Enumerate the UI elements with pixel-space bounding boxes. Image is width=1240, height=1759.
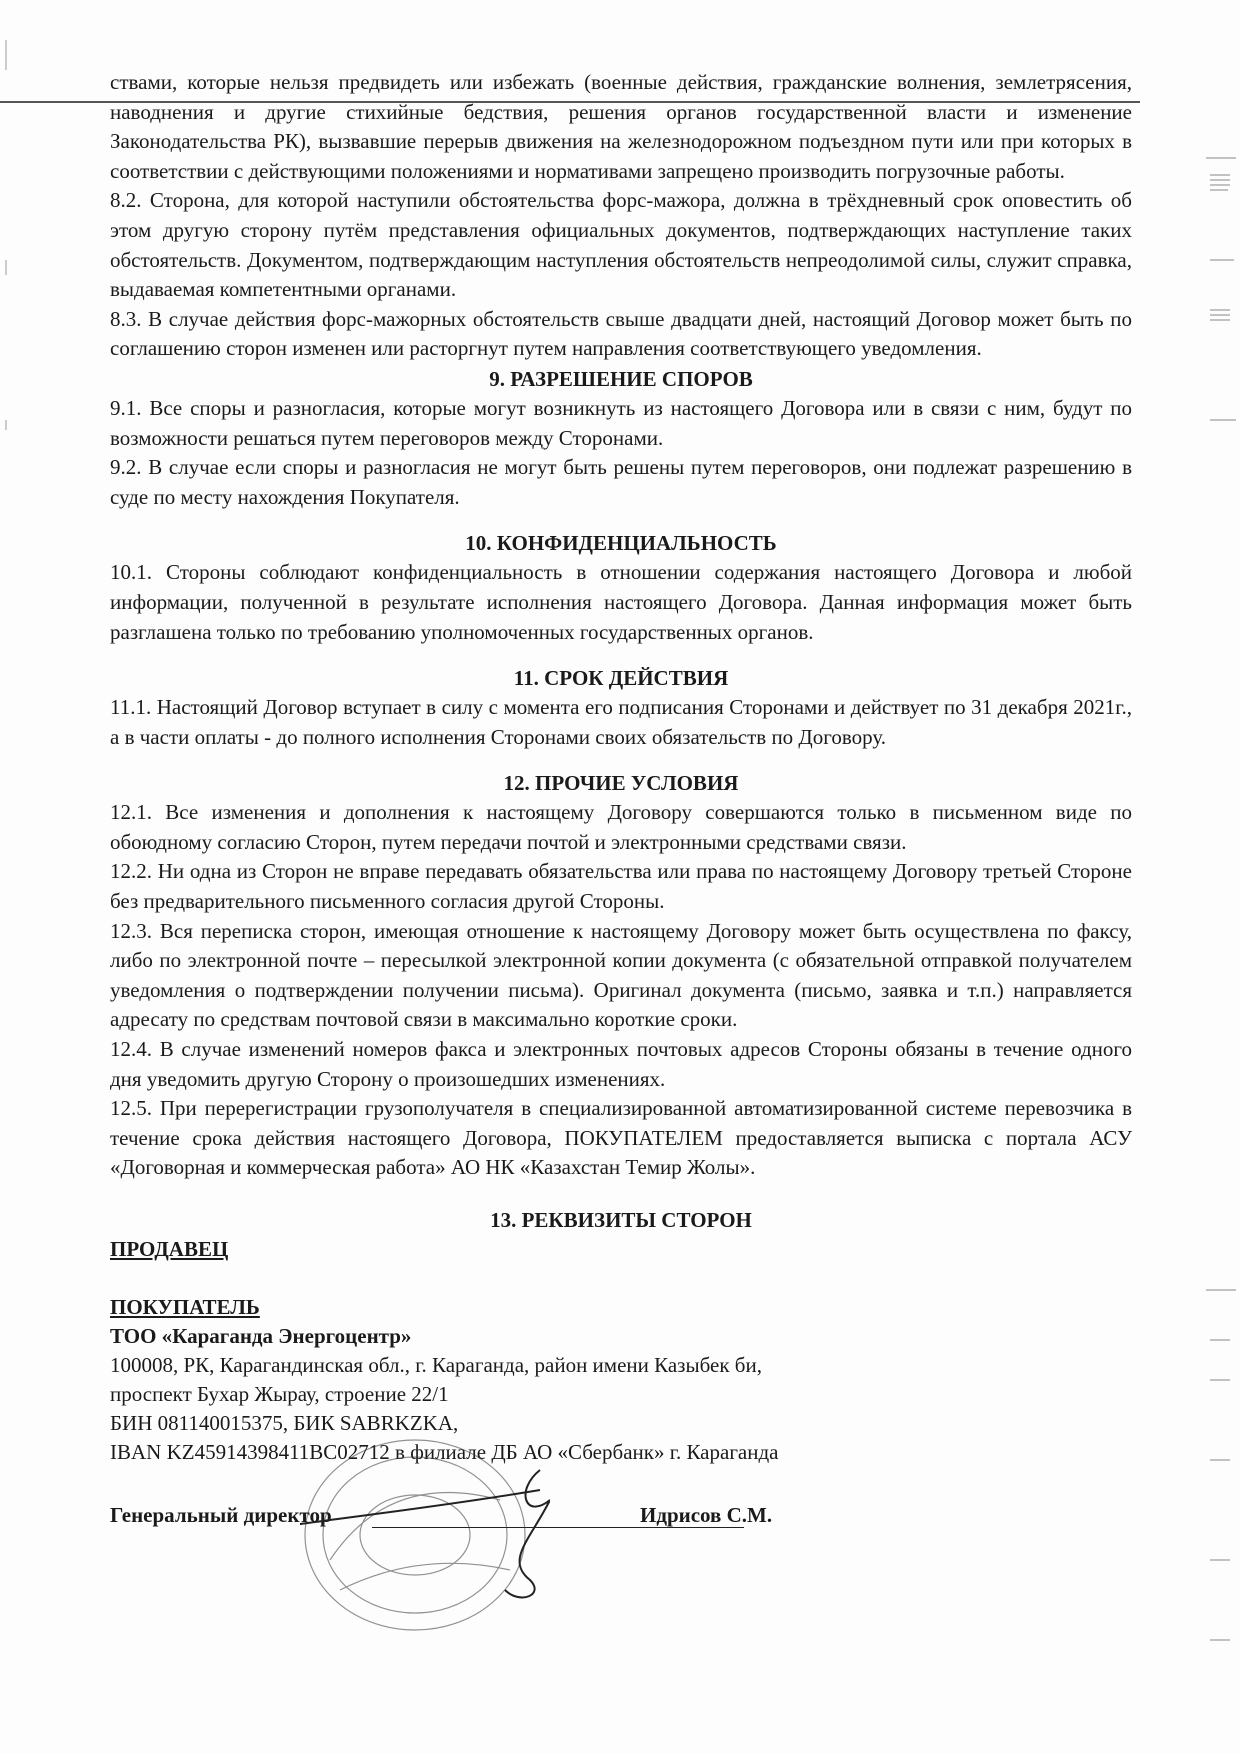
buyer-iban: IBAN KZ45914398411BC02712 в филиале ДБ АО «Сбербанк» г. Караганда bbox=[110, 1440, 779, 1464]
scan-edge-marks-left bbox=[0, 0, 16, 1754]
buyer-label: ПОКУПАТЕЛЬ bbox=[110, 1295, 260, 1319]
paragraph-12-2: 12.2. Ни одна из Сторон не вправе передавать обязательства или права по настоящему Договору третьей Стороне без предварительного письменного согласия другой Стороны. bbox=[110, 859, 1132, 914]
signer-title: Генеральный директор bbox=[110, 1503, 332, 1527]
paragraph-12-5: 12.5. При перерегистрации грузополучателя в специализированной автоматизированной системе перевозчика в течение срока действия настоящего Договора, ПОКУПАТЕЛЕМ предоставляется выписка с портала АСУ «Договорная и коммерческая работа» АО НК «Казахстан Темир Жолы». bbox=[110, 1096, 1132, 1180]
paragraph-12-1: 12.1. Все изменения и дополнения к настоящему Договору совершаются только в письменном виде по обоюдному согласию Сторон, путем передачи почтой и электронными средствами связи. bbox=[110, 800, 1132, 854]
paragraph-9-1: 9.1. Все споры и разногласия, которые могут возникнуть из настоящего Договора или в связи с ним, будут по возможности решаться путем переговоров между Сторонами. bbox=[110, 395, 1132, 450]
signature-row bbox=[110, 1501, 1132, 1537]
buyer-bin: БИН 081140015375, БИК SABRKZKA, bbox=[110, 1411, 459, 1435]
paragraph-9-2: 9.2. В случае если споры и разногласия не могут быть решены путем переговоров, они подлежат разрешению в суде по месту нахождения Покупателя. bbox=[110, 455, 1132, 509]
scan-edge-marks-right bbox=[1200, 0, 1240, 1754]
paragraph-force-majeure-cont: ствами, которые нельзя предвидеть или избежать (военные действия, гражданские волнения, землетрясения, наводнения и другие стихийные бедствия, решения органов государственной власти и изменение Законодательства РК), вызвавшие перерыв движения на железнодорожном подъездном пути или при которых в соответствии с действующими положениями и нормативами запрещено производить погрузочные работы. bbox=[110, 70, 1132, 183]
section-11-title: 11. СРОК ДЕЙСТВИЯ bbox=[513, 666, 729, 691]
buyer-address-line-2: проспект Бухар Жырау, строение 22/1 bbox=[110, 1382, 449, 1406]
buyer-address-line-1: 100008, РК, Карагандинская обл., г. Караганда, район имени Казыбек би, bbox=[110, 1353, 762, 1377]
section-13-title: 13. РЕКВИЗИТЫ СТОРОН bbox=[490, 1208, 752, 1232]
paragraph-8-2: 8.2. Сторона, для которой наступили обстоятельства форс-мажора, должна в трёхдневный срок оповестить об этом другую сторону путём представления официальных документов, подтверждающих наступление таких обстоятельств. Документом, подтверждающим наступления обстоятельств непреодолимой силы, служит справка, выдаваемая компетентными органами. bbox=[110, 188, 1132, 302]
paragraph-12-3: 12.3. Вся переписка сторон, имеющая отношение к настоящему Договору может быть осуществлена по факсу, либо по электронной почте – пересылкой электронной копии документа (с обязательной отправкой получателем уведомления о подтверждении получении письма). Оригинал документа (письмо, заявка и т.п.) направляется адресату по средствам почтовой связи в максимально короткие сроки. bbox=[110, 918, 1132, 1032]
paragraph-12-4: 12.4. В случае изменений номеров факса и электронных почтовых адресов Стороны обязаны в течение одного дня уведомить другую Сторону о произошедших изменениях. bbox=[110, 1037, 1132, 1091]
section-12-title: 12. ПРОЧИЕ УСЛОВИЯ bbox=[503, 771, 739, 796]
requisites-block bbox=[110, 1235, 1132, 1537]
seller-label: ПРОДАВЕЦ bbox=[110, 1237, 229, 1261]
section-10-title: 10. КОНФИДЕНЦИАЛЬНОСТЬ bbox=[465, 531, 777, 556]
signer-name: Идрисов С.М. bbox=[640, 1503, 773, 1527]
paragraph-11-1: 11.1. Настоящий Договор вступает в силу с момента его подписания Сторонами и действует по 31 декабря 2021г., а в части оплаты - до полного исполнения Сторонами своих обязательств по Договору. bbox=[110, 695, 1132, 749]
paragraph-10-1: 10.1. Стороны соблюдают конфиденциальность в отношении содержания настоящего Договора и любой информации, полученной в результате исполнения настоящего Договора. Данная информация может быть разглашена только по требованию уполномоченных государственных органов. bbox=[110, 560, 1132, 644]
company-seal-stamp bbox=[300, 1430, 550, 1680]
paragraph-8-3: 8.3. В случае действия форс-мажорных обстоятельств свыше двадцати дней, настоящий Договор может быть по соглашению сторон изменен или расторгнут путем направления соответствующего уведомления. bbox=[110, 306, 1132, 361]
section-9-title: 9. РАЗРЕШЕНИЕ СПОРОВ bbox=[489, 366, 753, 391]
buyer-name: ТОО «Караганда Энергоцентр» bbox=[110, 1324, 412, 1348]
document-body bbox=[110, 68, 1132, 1537]
